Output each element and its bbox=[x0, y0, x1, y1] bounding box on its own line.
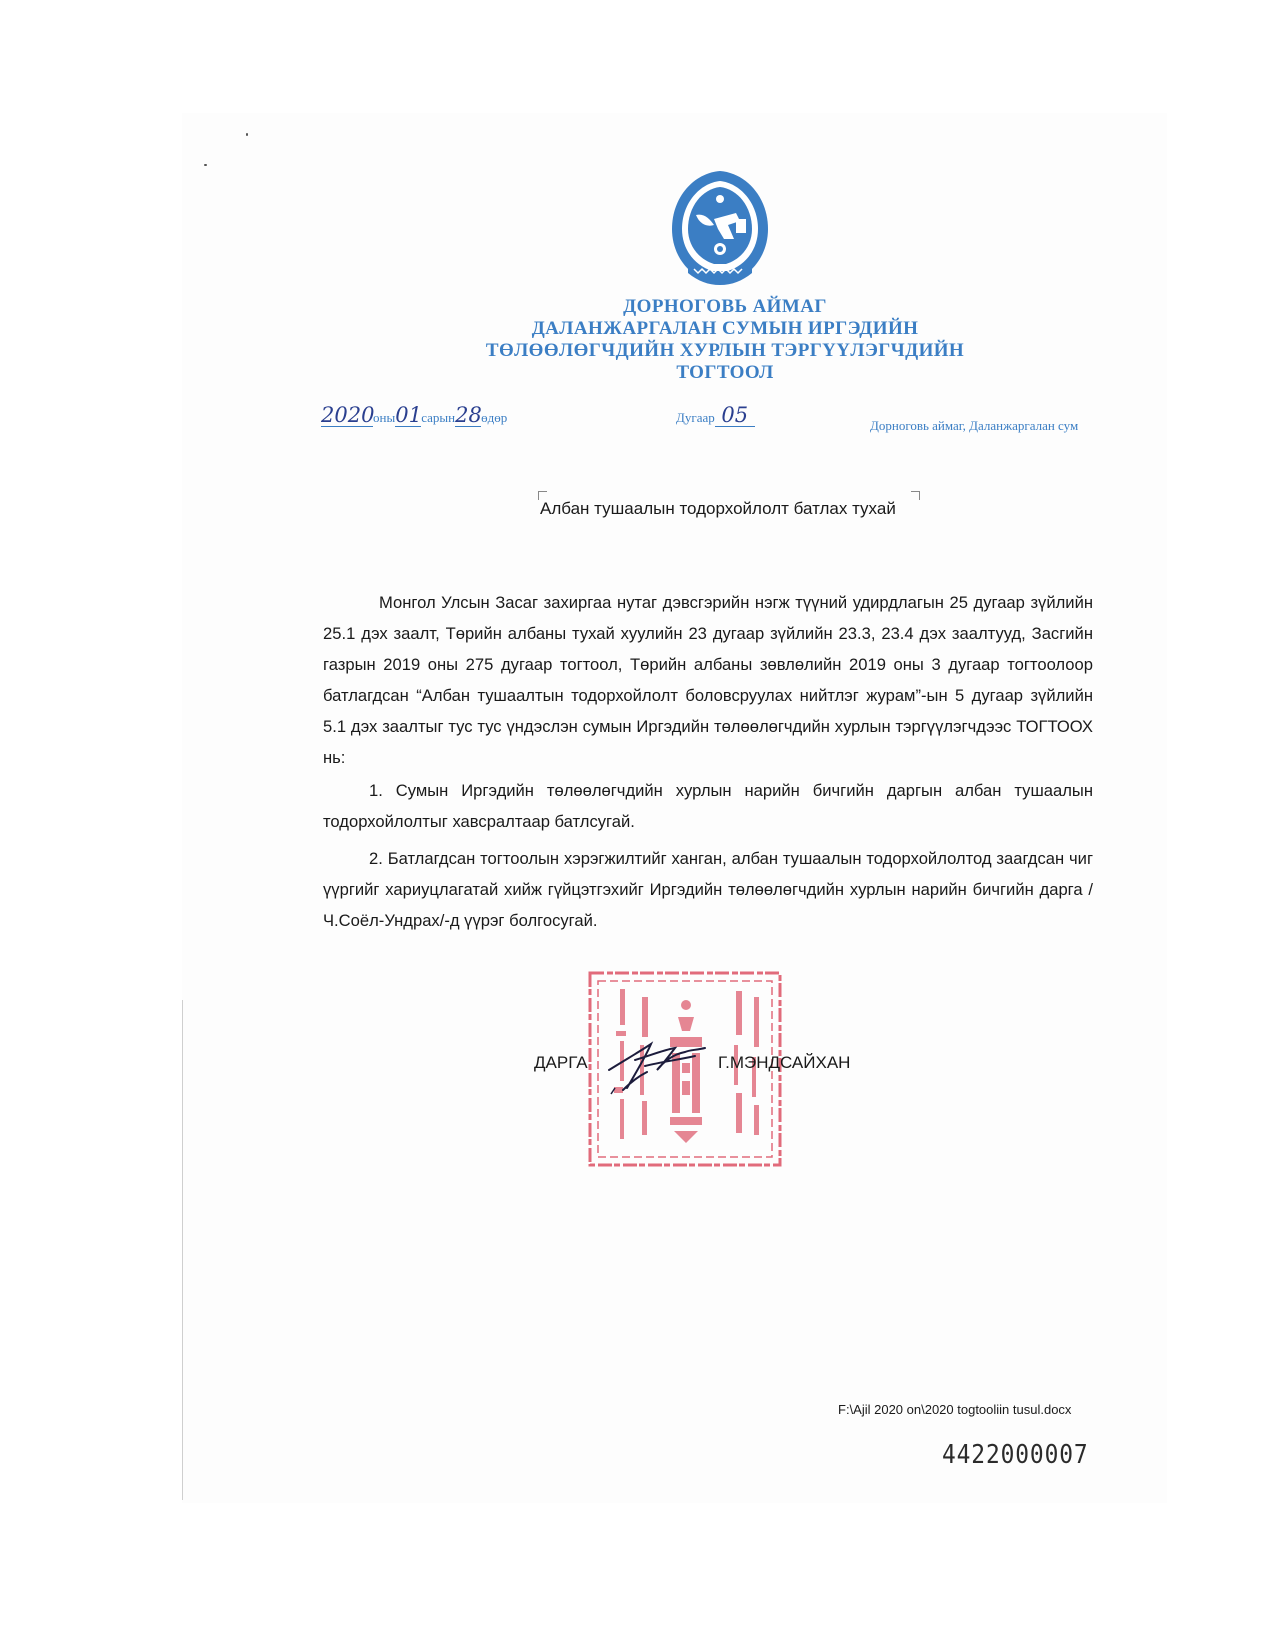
signatory-name: Г.МЭНДСАЙХАН bbox=[718, 1053, 851, 1072]
date-field bbox=[321, 404, 507, 427]
scan-speck bbox=[246, 133, 248, 136]
state-emblem-icon bbox=[668, 169, 772, 287]
document-body bbox=[323, 587, 1093, 942]
body-item-2: 2. Батлагдсан тогтоолын хэрэгжилтийг ханган, албан тушаалын тодорхойлолтод заагдсан чиг үүргийг хариуцлагатай хийж гүйцэтгэхийг Иргэдийн төлөөлөгчдийн хурлын нарийн бичгийн дарга / Ч.Соёл-Ундрах/-д үүрэг болгосугай. bbox=[323, 849, 1093, 930]
scan-speck bbox=[204, 164, 207, 166]
document-number: 05 bbox=[715, 404, 755, 427]
number-field bbox=[676, 404, 755, 427]
year-suffix: оны bbox=[373, 410, 396, 425]
header-council: ТӨЛӨӨЛӨГЧДИЙН ХУРЛЫН ТЭРГҮҮЛЭГЧДИЙН bbox=[485, 340, 965, 361]
document-serial-number: 4422000007 bbox=[942, 1440, 1089, 1470]
file-path: F:\Ajil 2020 on\2020 togtooliin tusul.docx bbox=[838, 1402, 1072, 1417]
header-doc-type: ТОГТООЛ bbox=[676, 362, 774, 383]
signatory-role: ДАРГА bbox=[534, 1053, 588, 1072]
header-soum: ДАЛАНЖАРГАЛАН СУМЫН ИРГЭДИЙН bbox=[531, 318, 919, 339]
subject-bracket-right bbox=[911, 491, 920, 500]
body-item-1: 1. Сумын Иргэдийн төлөөлөгчдийн хурлын нарийн бичгийн даргын албан тушаалын тодорхойлолтыг хавсралтаар батлсугай. bbox=[323, 781, 1093, 831]
document-subject: Албан тушаалын тодорхойлолт батлах тухай bbox=[540, 499, 896, 518]
month-suffix: сарын bbox=[421, 410, 456, 425]
number-label: Дугаар bbox=[676, 410, 715, 425]
date-year: 2020 bbox=[321, 403, 375, 427]
scan-edge-line bbox=[182, 1000, 183, 1500]
date-month: 01 bbox=[395, 403, 422, 427]
handwritten-signature-icon bbox=[605, 1030, 725, 1100]
body-paragraph-intro: Монгол Улсын Засаг захиргаа нутаг дэвсгэрийн нэгж түүний удирдлагын 25 дугаар зүйлийн 25.1 дэх заалт, Төрийн албаны тухай хуулийн 23 дугаар зүйлийн 23.3, 23.4 дэх заалтууд, Засгийн газрын 2019 оны 275 дугаар тогтоол, Төрийн албаны зөвлөлийн 2019 оны 3 дугаар тогтоолоор батлагдсан “Албан тушаалтын тодорхойлолт боловсруулах нийтлэг журам”-ын 5 дугаар зүйлийн 5.1 дэх заалтыг тус тус үндэслэн сумын Иргэдийн төлөөлөгчдийн хурлын тэргүүлэгчдээс ТОГТООХ нь: bbox=[323, 593, 1093, 767]
date-day: 28 bbox=[455, 403, 482, 427]
place-field: Дорноговь аймаг, Даланжаргалан сум bbox=[870, 418, 1079, 433]
document-header bbox=[400, 296, 1050, 384]
day-suffix: өдөр bbox=[481, 410, 508, 425]
header-province: ДОРНОГОВЬ АЙМАГ bbox=[623, 296, 827, 317]
